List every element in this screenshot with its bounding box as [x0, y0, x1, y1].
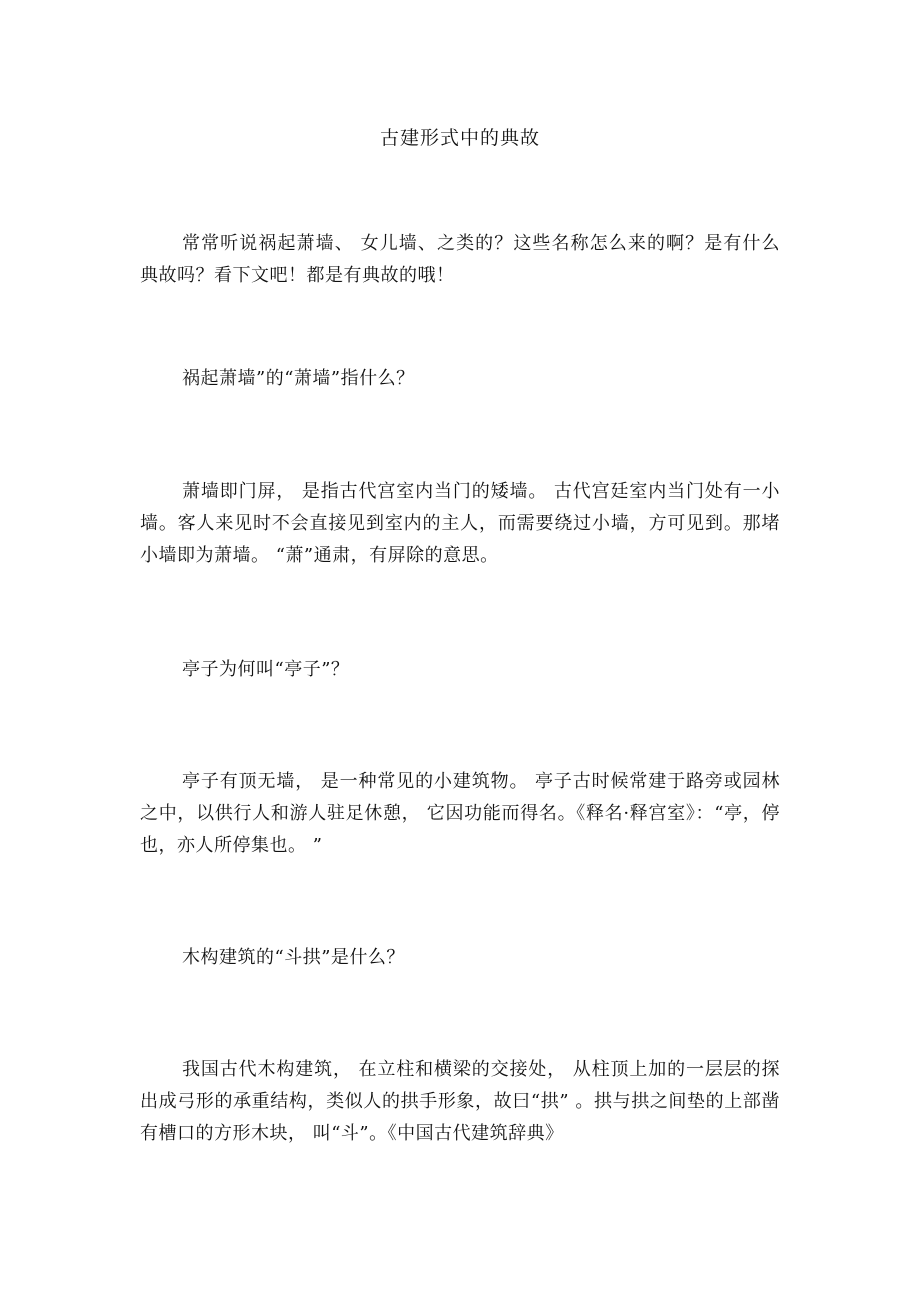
- section-body-dougong: 我国古代木构建筑， 在立柱和横梁的交接处， 从柱顶上加的一层层的探出成弓形的承重结构，类似人的拱手形象，故曰“拱” 。拱与拱之间垫的上部凿有槽口的方形木块， 叫“斗”。《中国古代建筑辞典》: [140, 1059, 780, 1144]
- section-heading-xiaoqiang: 祸起萧墙”的“萧墙”指什么？: [182, 368, 415, 389]
- intro-paragraph: 常常听说祸起萧墙、 女儿墙、之类的？这些名称怎么来的啊？是有什么典故吗？看下文吧！都是有典故的哦！: [140, 233, 780, 286]
- document-title: 古建形式中的典故: [379, 127, 540, 149]
- section-body-tingzi: 亭子有顶无墙， 是一种常见的小建筑物。 亭子古时候常建于路旁或园林之中，以供行人和游人驻足休憩， 它因功能而得名。《释名·释宫室》：“亭，停也，亦人所停集也。 ”: [140, 771, 780, 856]
- section-body-xiaoqiang: 萧墙即门屏， 是指古代宫室内当门的矮墙。 古代宫廷室内当门处有一小墙。客人来见时不会直接见到室内的主人，而需要绕过小墙，方可见到。那堵小墙即为萧墙。 “萧”通肃，有屏除的意思。: [140, 481, 780, 566]
- section-heading-dougong: 木构建筑的“斗拱”是什么？: [182, 947, 405, 968]
- section-heading-tingzi: 亭子为何叫“亭子”？: [182, 659, 350, 680]
